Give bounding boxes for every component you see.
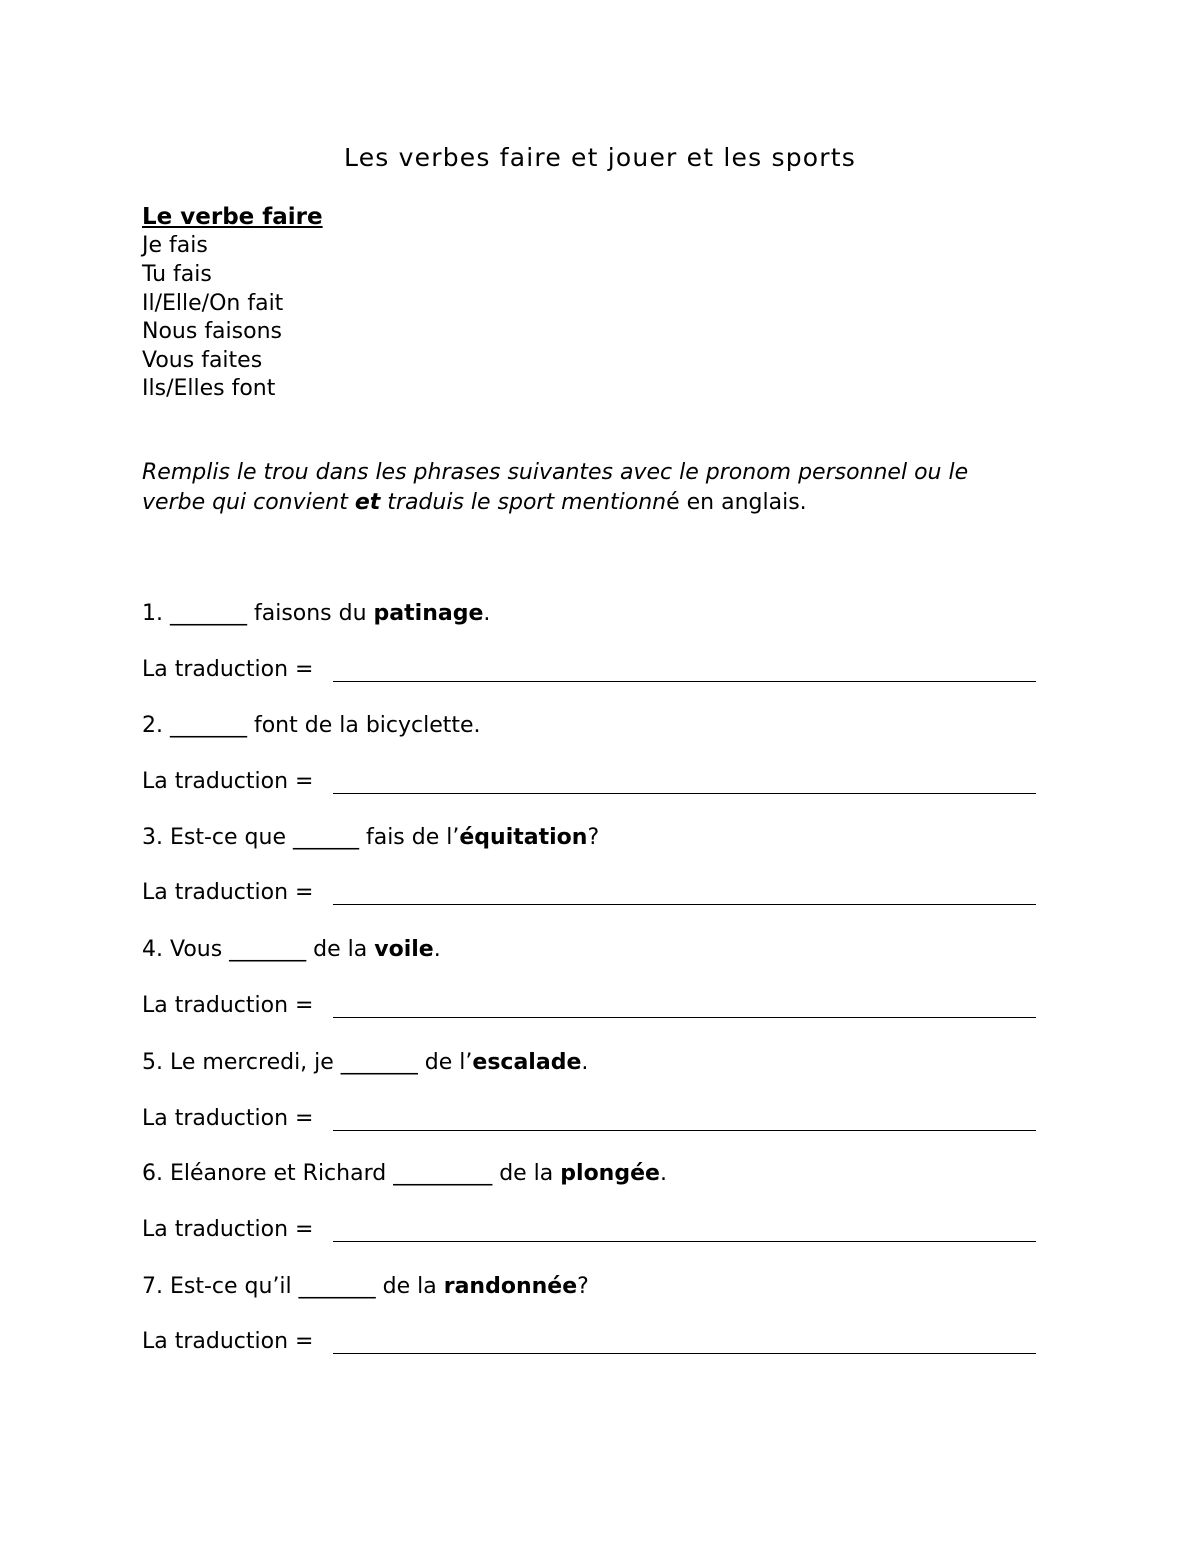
instructions-text: verbe qui convient (142, 490, 355, 515)
conjugation-line: Tu fais (142, 262, 212, 287)
question-2 (142, 712, 481, 740)
question-text: 7. Est-ce qu’il _______ de la (142, 1274, 444, 1299)
instructions-emphasis: et (354, 490, 381, 515)
answer-line-6[interactable] (333, 1241, 1036, 1242)
answer-line-3[interactable] (333, 904, 1036, 905)
instructions-text: Remplis le trou dans les phrases suivantes avec le pronom personnel ou le (142, 460, 969, 485)
question-punct: . (483, 601, 491, 626)
question-punct: ? (577, 1274, 589, 1299)
question-4 (142, 936, 441, 964)
sport-term: escalade (472, 1050, 582, 1075)
conjugation-line: Il/Elle/On fait (142, 291, 284, 316)
page-title: Les verbes faire et jouer et les sports (344, 143, 856, 172)
sport-term: voile (374, 937, 434, 962)
question-5 (142, 1049, 588, 1077)
question-7 (142, 1273, 589, 1301)
sport-term: équitation (459, 825, 588, 850)
question-punct: . (581, 1050, 589, 1075)
instructions-text: traduis le sport mentionn (380, 490, 667, 515)
answer-line-5[interactable] (333, 1130, 1036, 1131)
question-text: 5. Le mercredi, je _______ de l’ (142, 1050, 473, 1075)
translation-label: La traduction = (142, 769, 314, 794)
answer-line-1[interactable] (333, 681, 1036, 682)
question-punct: . (659, 1161, 667, 1186)
instructions-text: é en anglais. (666, 490, 807, 515)
instructions-line-1 (142, 458, 968, 488)
sport-term: patinage (373, 601, 484, 626)
question-6 (142, 1160, 667, 1188)
instructions-line-2 (142, 488, 807, 518)
conjugation-line: Vous faites (142, 348, 263, 373)
conjugation-line: Je fais (142, 233, 208, 258)
answer-line-2[interactable] (333, 793, 1036, 794)
question-text: 6. Eléanore et Richard _________ de la (142, 1161, 561, 1186)
answer-line-4[interactable] (333, 1017, 1036, 1018)
question-punct: . (433, 937, 441, 962)
sport-term: randonnée (443, 1274, 578, 1299)
question-text: 3. Est-ce que ______ fais de l’ (142, 825, 460, 850)
question-punct: ? (587, 825, 600, 850)
translation-label: La traduction = (142, 1106, 314, 1131)
question-3 (142, 824, 599, 852)
sport-term: plongée (560, 1161, 660, 1186)
answer-line-7[interactable] (333, 1353, 1036, 1354)
question-1 (142, 600, 490, 628)
conjugation-line: Ils/Elles font (142, 376, 276, 401)
translation-label: La traduction = (142, 993, 314, 1018)
translation-label: La traduction = (142, 1217, 314, 1242)
translation-label: La traduction = (142, 1329, 314, 1354)
question-text: 4. Vous _______ de la (142, 937, 375, 962)
section-heading: Le verbe faire (142, 204, 323, 230)
question-text: 1. _______ faisons du (142, 601, 374, 626)
translation-label: La traduction = (142, 880, 314, 905)
conjugation-line: Nous faisons (142, 319, 282, 344)
question-text: 2. _______ font de la bicyclette. (142, 713, 481, 738)
translation-label: La traduction = (142, 657, 314, 682)
